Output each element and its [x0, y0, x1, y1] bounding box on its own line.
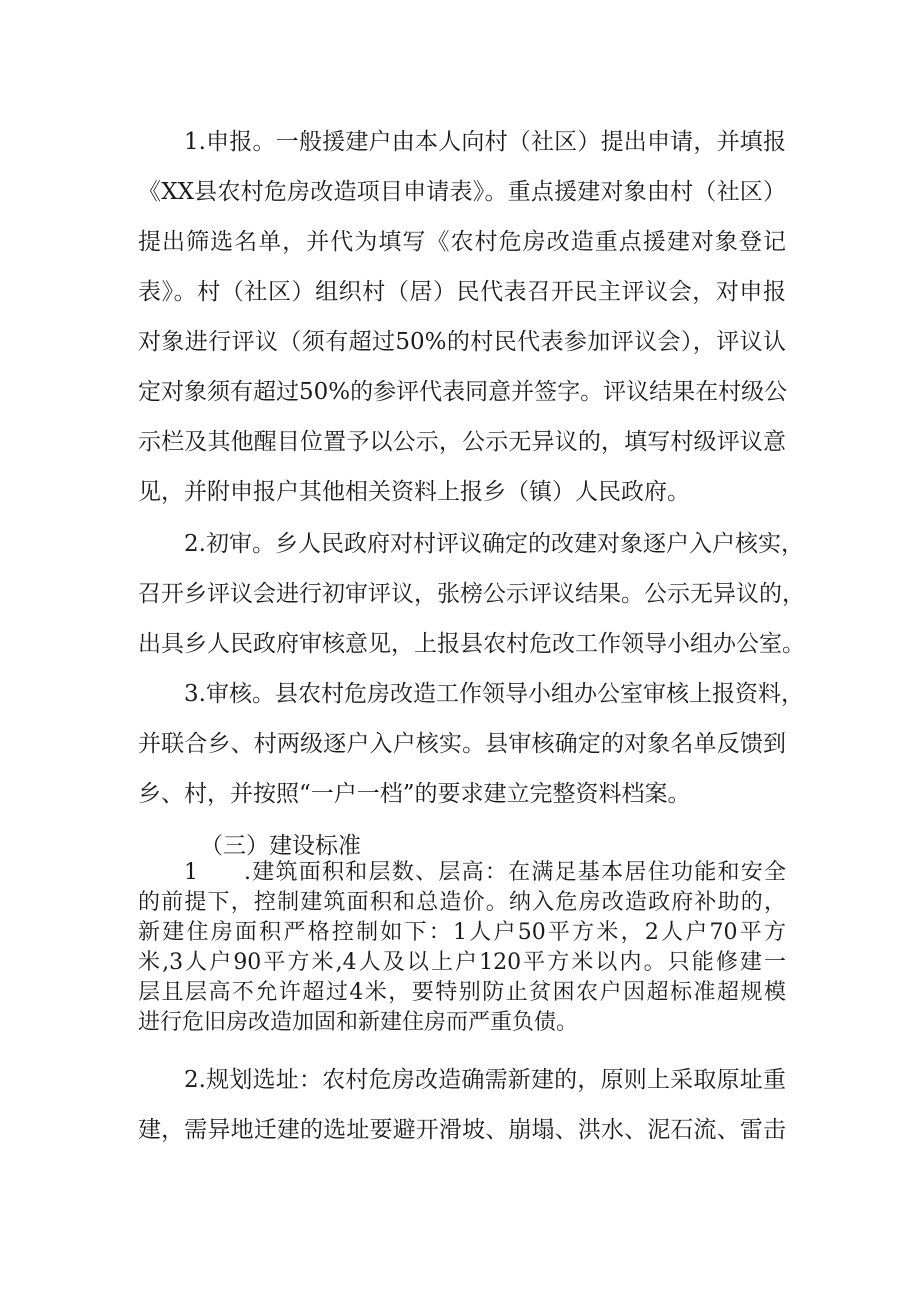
paragraph-1-line-2: 《XX县农村危房改造项目申请表》。重点援建对象由村（社区） [138, 179, 786, 205]
paragraph-1-line-4: 表》。村（社区）组织村（居）民代表召开民主评议会，对申报 [138, 279, 786, 305]
paragraph-5-line-2: 建，需异地迁建的选址要避开滑坡、崩塌、洪水、泥石流、雷击 [138, 1117, 786, 1143]
paragraph-4-line-2: 的前提下，控制建筑面积和总造价。纳入危房改造政府补助的， [138, 890, 786, 915]
paragraph-1-line-3: 提出筛选名单，并代为填写《农村危房改造重点援建对象登记 [138, 229, 786, 255]
paragraph-4-line-1: .建筑面积和层数、层高：在满足基本居住功能和安全 [244, 860, 786, 885]
paragraph-3-line-2: 并联合乡、村两级逐户入户核实。县审核确定的对象名单反馈到 [138, 731, 786, 757]
paragraph-5-line-1: 2.规划选址：农村危房改造确需新建的，原则上采取原址重 [184, 1067, 786, 1093]
paragraph-1-line-7: 示栏及其他醒目位置予以公示，公示无异议的，填写村级评议意 [138, 429, 786, 455]
paragraph-1-line-8: 见，并附申报户其他相关资料上报乡（镇）人民政府。 [138, 479, 690, 505]
paragraph-1-line-5: 对象进行评议（须有超过50%的村民代表参加评议会），评议认 [138, 329, 786, 355]
paragraph-4-line-3: 新建住房面积严格控制如下：1人户50平方米，2人户70平方 [138, 920, 786, 945]
paragraph-4-line-5: 层且层高不允许超过4米，要特别防止贫困农户因超标准超规模 [138, 980, 786, 1005]
paragraph-2-line-1: 2.初审。乡人民政府对村评议确定的改建对象逐户入户核实， [184, 531, 804, 557]
paragraph-1-line-6: 定对象须有超过50%的参评代表同意并签字。评议结果在村级公 [138, 379, 788, 405]
paragraph-2-line-3: 出具乡人民政府审核意见，上报县农村危改工作领导小组办公室。 [138, 631, 805, 657]
paragraph-1-line-1: 1.申报。一般援建户由本人向村（社区）提出申请，并填报 [184, 129, 786, 155]
item-1-number: 1 [184, 860, 198, 885]
paragraph-4-line-4: 米,3人户90平方米,4人及以上户120平方米以内。只能修建一 [138, 950, 786, 975]
paragraph-3-line-1: 3.审核。县农村危房改造工作领导小组办公室审核上报资料， [184, 681, 804, 707]
paragraph-2-line-2: 召开乡评议会进行初审评议，张榜公示评议结果。公示无异议的， [138, 581, 805, 607]
section-heading: （三）建设标准 [200, 833, 361, 859]
paragraph-3-line-3: 乡、村，并按照“一户一档”的要求建立完整资料档案。 [138, 781, 691, 807]
paragraph-4-line-6: 进行危旧房改造加固和新建住房而严重负债。 [138, 1010, 579, 1035]
